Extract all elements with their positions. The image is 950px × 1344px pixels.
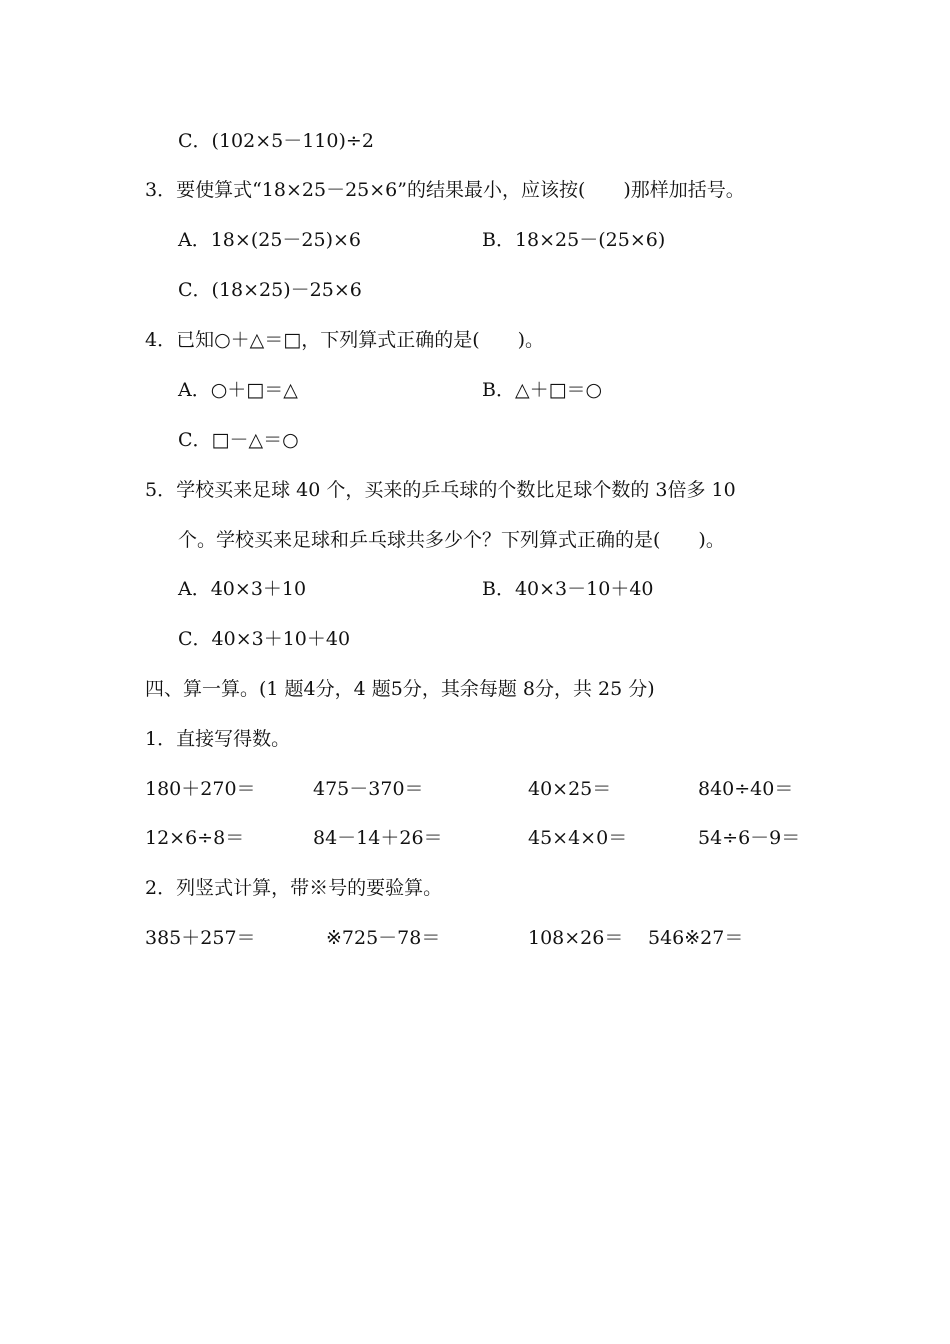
section4-sub1-title: 1．直接写得数。 — [145, 728, 291, 750]
calc-item: 40×25＝ — [528, 778, 612, 800]
q4-option-b: B．△＋□＝○ — [482, 379, 603, 401]
calc-item: 840÷40＝ — [698, 778, 794, 800]
vertical-calc-item: 546※27＝ — [648, 927, 744, 949]
q5-option-c: C．40×3＋10＋40 — [178, 628, 351, 650]
q3-option-b: B．18×25－(25×6) — [482, 229, 666, 251]
q4-option-a: A．○＋□＝△ — [178, 379, 298, 401]
calc-item: 180＋270＝ — [145, 778, 256, 800]
q2-option-c: C．(102×5－110)÷2 — [178, 130, 374, 152]
vertical-calc-item: 108×26＝ — [528, 927, 624, 949]
q4-option-c: C．□－△＝○ — [178, 429, 299, 451]
vertical-calc-item: 385＋257＝ — [145, 927, 256, 949]
q4-stem: 4．已知○＋△＝□，下列算式正确的是( )。 — [145, 329, 545, 351]
calc-item: 45×4×0＝ — [528, 827, 628, 849]
q5-stem-line1: 5．学校买来足球 40 个，买来的乒乓球的个数比足球个数的 3倍多 10 — [145, 479, 736, 501]
section4-sub2-title: 2．列竖式计算，带※号的要验算。 — [145, 877, 443, 899]
calc-item: 12×6÷8＝ — [145, 827, 245, 849]
section4-heading: 四、算一算。(1 题4分，4 题5分，其余每题 8分，共 25 分) — [145, 678, 655, 700]
q5-option-a: A．40×3＋10 — [178, 578, 307, 600]
calc-item: 475－370＝ — [313, 778, 424, 800]
calc-item: 84－14＋26＝ — [313, 827, 443, 849]
q5-option-b: B．40×3－10＋40 — [482, 578, 654, 600]
q3-option-c: C．(18×25)－25×6 — [178, 279, 362, 301]
q3-stem: 3．要使算式“18×25－25×6”的结果最小，应该按( )那样加括号。 — [145, 179, 745, 201]
calc-item: 54÷6－9＝ — [698, 827, 801, 849]
q3-option-a: A．18×(25－25)×6 — [178, 229, 362, 251]
q5-stem-line2: 个。学校买来足球和乒乓球共多少个？下列算式正确的是( )。 — [178, 529, 725, 551]
vertical-calc-item: ※725－78＝ — [326, 927, 441, 949]
